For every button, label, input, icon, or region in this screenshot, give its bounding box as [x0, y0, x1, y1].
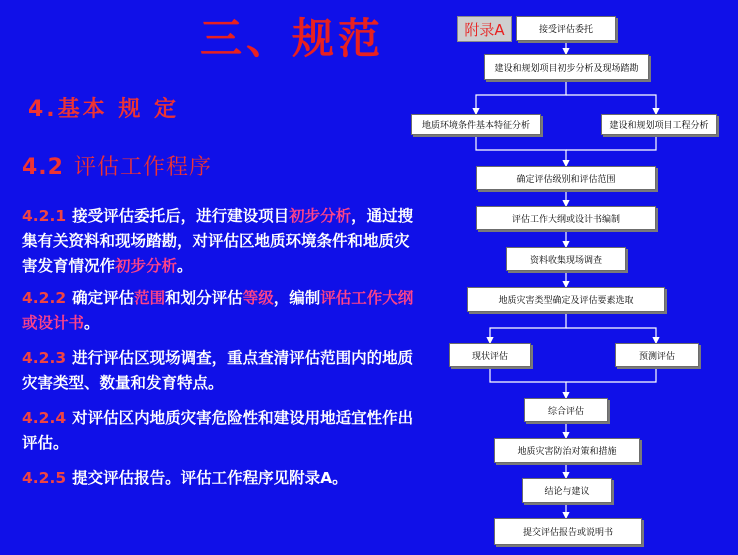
flow-step-accept-commission: 接受评估委托 [516, 16, 616, 41]
section-text: 评估工作程序 [73, 155, 212, 180]
flow-step-hazard-type-determination: 地质灾害类型确定及评估要素选取 [467, 287, 665, 312]
flow-step-predictive-assessment: 预测评估 [615, 343, 699, 367]
paragraph-text: 和划分评估 [165, 289, 243, 307]
paragraph-number: 4.2.2 [22, 289, 67, 307]
flow-step-work-outline: 评估工作大纲或设计书编制 [476, 206, 656, 230]
arrow-s7-s8b [566, 328, 656, 343]
paragraph-text: 提交评估报告。评估工作程序见附录A。 [72, 469, 348, 487]
flow-step-geo-environment-analysis: 地质环境条件基本特征分析 [411, 114, 541, 135]
slide-title: 三、规范 [200, 14, 385, 63]
highlight-text: 范围 [134, 289, 166, 307]
paragraph-number: 4.2.1 [22, 207, 67, 225]
paragraph-text: 确定评估 [72, 289, 135, 307]
arrow-s3a-s4 [476, 135, 566, 166]
paragraph-number: 4.2.4 [22, 409, 67, 427]
appendix-label: 附录A [457, 16, 512, 42]
flow-step-submit-report: 提交评估报告或说明书 [494, 518, 642, 545]
flow-step-determine-level-scope: 确定评估级别和评估范围 [476, 166, 656, 190]
highlight-text: 初步分析 [115, 257, 178, 275]
flow-step-conclusions: 结论与建议 [522, 478, 612, 503]
section-number: 4.2 [22, 155, 64, 180]
paragraph-text: 。 [177, 257, 193, 275]
arrow-s8b-s9 [566, 367, 656, 382]
arrow-s3b-s4 [566, 135, 656, 150]
paragraph-text: 接受评估委托后，进行建设项目 [72, 207, 290, 225]
paragraph-text: 对评估区内地质灾害危险性和建设用地适宜性作出评估。 [22, 409, 414, 452]
highlight-text: 评估工作大纲或设计书 [22, 289, 414, 332]
highlight-text: 等级 [242, 289, 274, 307]
highlight-text: 初步分析 [289, 207, 352, 225]
flow-step-current-assessment: 现状评估 [449, 343, 531, 367]
paragraph-text: 。 [84, 314, 100, 332]
paragraph-text: ，通过搜集有关资料和现场踏勘，对评估区地质环境条件和地质灾害发育情况作 [22, 207, 414, 275]
paragraph-number: 4.2.3 [22, 349, 67, 367]
flow-step-project-engineering-analysis: 建设和规划项目工程分析 [601, 114, 717, 135]
paragraph-number: 4.2.5 [22, 469, 67, 487]
arrow-s2-s3b [566, 95, 656, 114]
flow-step-prevention-measures: 地质灾害防治对策和措施 [494, 438, 640, 463]
arrow-s2-s3a [476, 80, 566, 114]
arrow-s8a-s9 [490, 367, 566, 398]
paragraph-text: ，编制 [273, 289, 321, 307]
basic-heading: 4.基本 规 定 [28, 97, 179, 122]
flow-step-data-collection-survey: 资料收集现场调查 [506, 247, 626, 271]
arrow-s7-s8a [490, 312, 566, 343]
flow-step-preliminary-analysis: 建设和规划项目初步分析及现场踏勘 [484, 54, 649, 80]
flow-step-comprehensive-assessment: 综合评估 [524, 398, 608, 422]
paragraph-text: 进行评估区现场调查，重点查清评估范围内的地质灾害类型、数量和发育特点。 [22, 349, 414, 392]
